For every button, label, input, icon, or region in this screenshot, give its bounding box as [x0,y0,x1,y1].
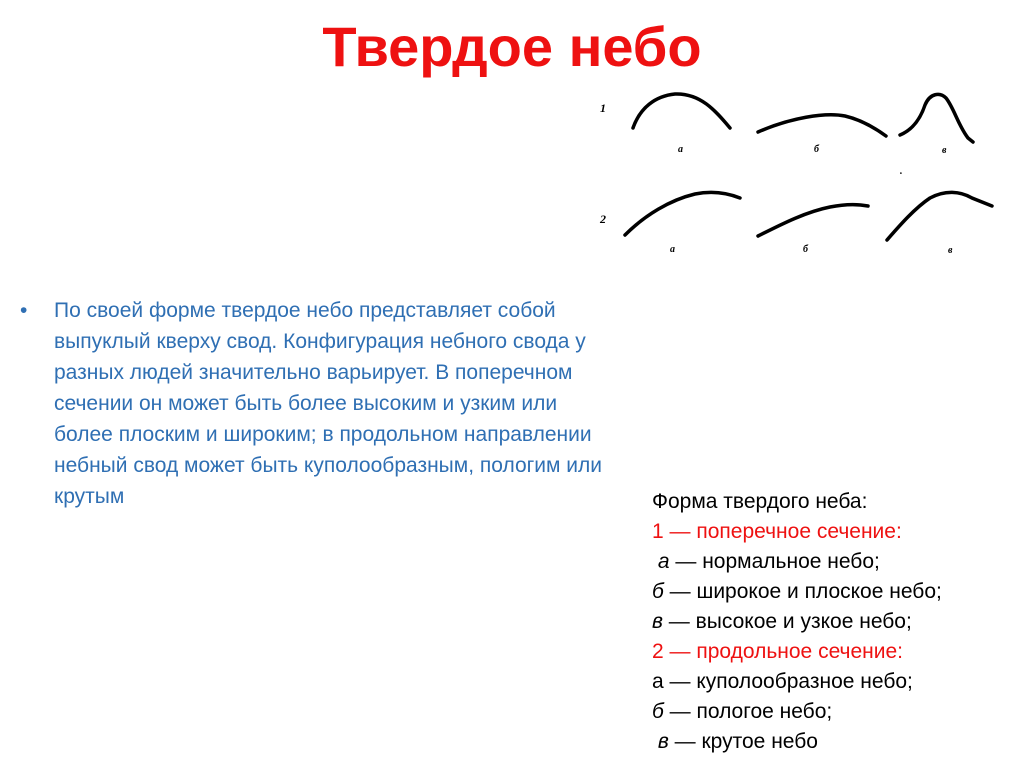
curve-2c-steep [887,192,992,240]
caption-text: — куполообразное небо; [663,670,913,693]
main-bullet-paragraph [20,295,620,512]
caption-item-1b [652,577,1022,607]
slide-title: Твердое небо [322,15,702,78]
bullet-mark: • [20,299,28,322]
caption-item-2c [652,727,1022,757]
curve-1a-normal [633,94,730,128]
caption-text: — пологое небо; [663,700,833,723]
curve-1b-wide-flat [758,115,886,136]
letter-1a: а [678,144,683,155]
caption-text: — широкое и плоское небо; [663,580,942,603]
caption-item-2a [652,667,1022,697]
caption-letter: б [652,580,664,603]
caption-item-2b [652,697,1022,727]
caption-letter: в [657,730,669,753]
palate-shape-diagram [590,90,1010,265]
caption-text: — высокое и узкое небо; [662,610,912,633]
letter-2b: б [803,244,808,255]
caption-letter: б [652,700,664,723]
caption-letter: а [657,550,670,573]
caption-section-2: 2 — продольное сечение: [652,640,904,663]
letter-2a: а [670,244,675,255]
caption-text: — крутое небо [668,730,818,753]
caption-letter: в [652,610,663,633]
curve-2a-dome [625,192,740,235]
row-label-2: 2 [600,212,606,226]
letter-1c: в [942,145,947,156]
letter-1b: б [814,144,819,155]
caption-item-1a [652,547,1022,577]
caption-letter: а [652,670,664,693]
curve-1c-high-narrow [900,94,973,142]
caption-section-1: 1 — поперечное сечение: [652,520,902,543]
palate-shape-figure [590,90,1010,265]
caption-heading: Форма твердого неба: [652,490,868,513]
caption-item-1c [652,607,1022,637]
caption-text: — нормальное небо; [669,550,880,573]
letter-2c: в [948,245,953,256]
row-label-1: 1 [600,101,606,115]
main-paragraph: По своей форме твердое небо представляет собой выпуклый кверху свод. Конфигурация небного свода у разных людей значительно варьирует. В поперечном сечении он может быть более высоким и узким или более плоским и широким; в продольном направлении небный свод может быть куполообразным, пологим или крутым [54,299,602,508]
curve-2b-sloping [758,205,868,236]
figure-caption [652,487,1022,757]
stray-mark: . [900,166,903,177]
